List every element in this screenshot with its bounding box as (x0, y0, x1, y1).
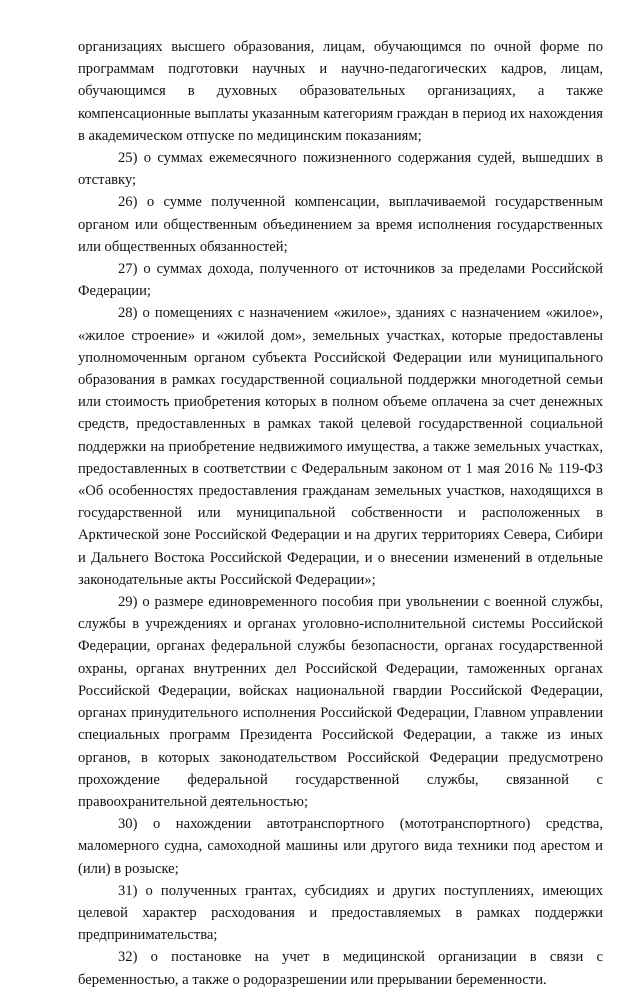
paragraph-item-31: 31) о полученных грантах, субсидиях и других поступлениях, имеющих целевой характер расходования и предоставляемых в рамках поддержки предпринимательства; (78, 882, 603, 944)
paragraph-item-29: 29) о размере единовременного пособия при увольнении с военной службы, службы в учреждениях и органах уголовно-исполнительной системы Российской Федерации, органах федеральной службы безопасности, органах государственной охраны, органах внутренних дел Российской Федерации, таможенных органах Российской Федерации, войсках национальной гвардии Российской Федерации, органах принудительного исполнения Российской Федерации, Главном управлении специальных программ Президента Российской Федерации, а также из иных органов, в которых законодательством Российской Федерации предусмотрено прохождение федеральной государственной службы, связанной с правоохранительной деятельностью; (78, 594, 603, 810)
paragraph-item-25: 25) о суммах ежемесячного пожизненного содержания судей, вышедших в отставку; (78, 150, 603, 189)
paragraph-item-27: 27) о суммах дохода, полученного от источников за пределами Российской Федерации; (78, 261, 603, 300)
paragraph-item-32: 32) о постановке на учет в медицинской организации в связи с беременностью, а также о родоразрешении или прерывании беременности. (78, 949, 603, 988)
paragraph-item-30: 30) о нахождении автотранспортного (мототранспортного) средства, маломерного судна, самоходной машины или другого вида техники под арестом и (или) в розыске; (78, 816, 603, 877)
document-page (78, 36, 603, 991)
paragraph-item-28: 28) о помещениях с назначением «жилое», зданиях с назначением «жилое», «жилое строение» и «жилой дом», земельных участках, которые предоставлены уполномоченным органом субъекта Российской Федерации или муниципального образования в рамках государственной социальной поддержки многодетной семьи или стоимость приобретения которых в полном объеме оплачена за счет денежных средств, предоставленных в рамках такой целевой государственной социальной поддержки на приобретение недвижимого имущества, а также земельных участках, предоставленных в соответствии с Федеральным законом от 1 мая 2016 № 119-ФЗ «Об особенностях предоставления гражданам земельных участков, находящихся в государственной или муниципальной собственности и расположенных в Арктической зоне Российской Федерации и на других территориях Севера, Сибири и Дальнего Востока Российской Федерации, и о внесении изменений в отдельные законодательные акты Российской Федерации»; (78, 305, 603, 588)
paragraph-continuation: организациях высшего образования, лицам, обучающимся по очной форме по программам подготовки научных и научно-педагогических кадров, лицам, обучающимся в духовных образовательных организациях, а также компенсационные выплаты указанным категориям граждан в период их нахождения в академическом отпуске по медицинским показаниям; (78, 39, 603, 144)
paragraph-item-26: 26) о сумме полученной компенсации, выплачиваемой государственным органом или общественным объединением за время исполнения государственных или общественных обязанностей; (78, 194, 603, 255)
